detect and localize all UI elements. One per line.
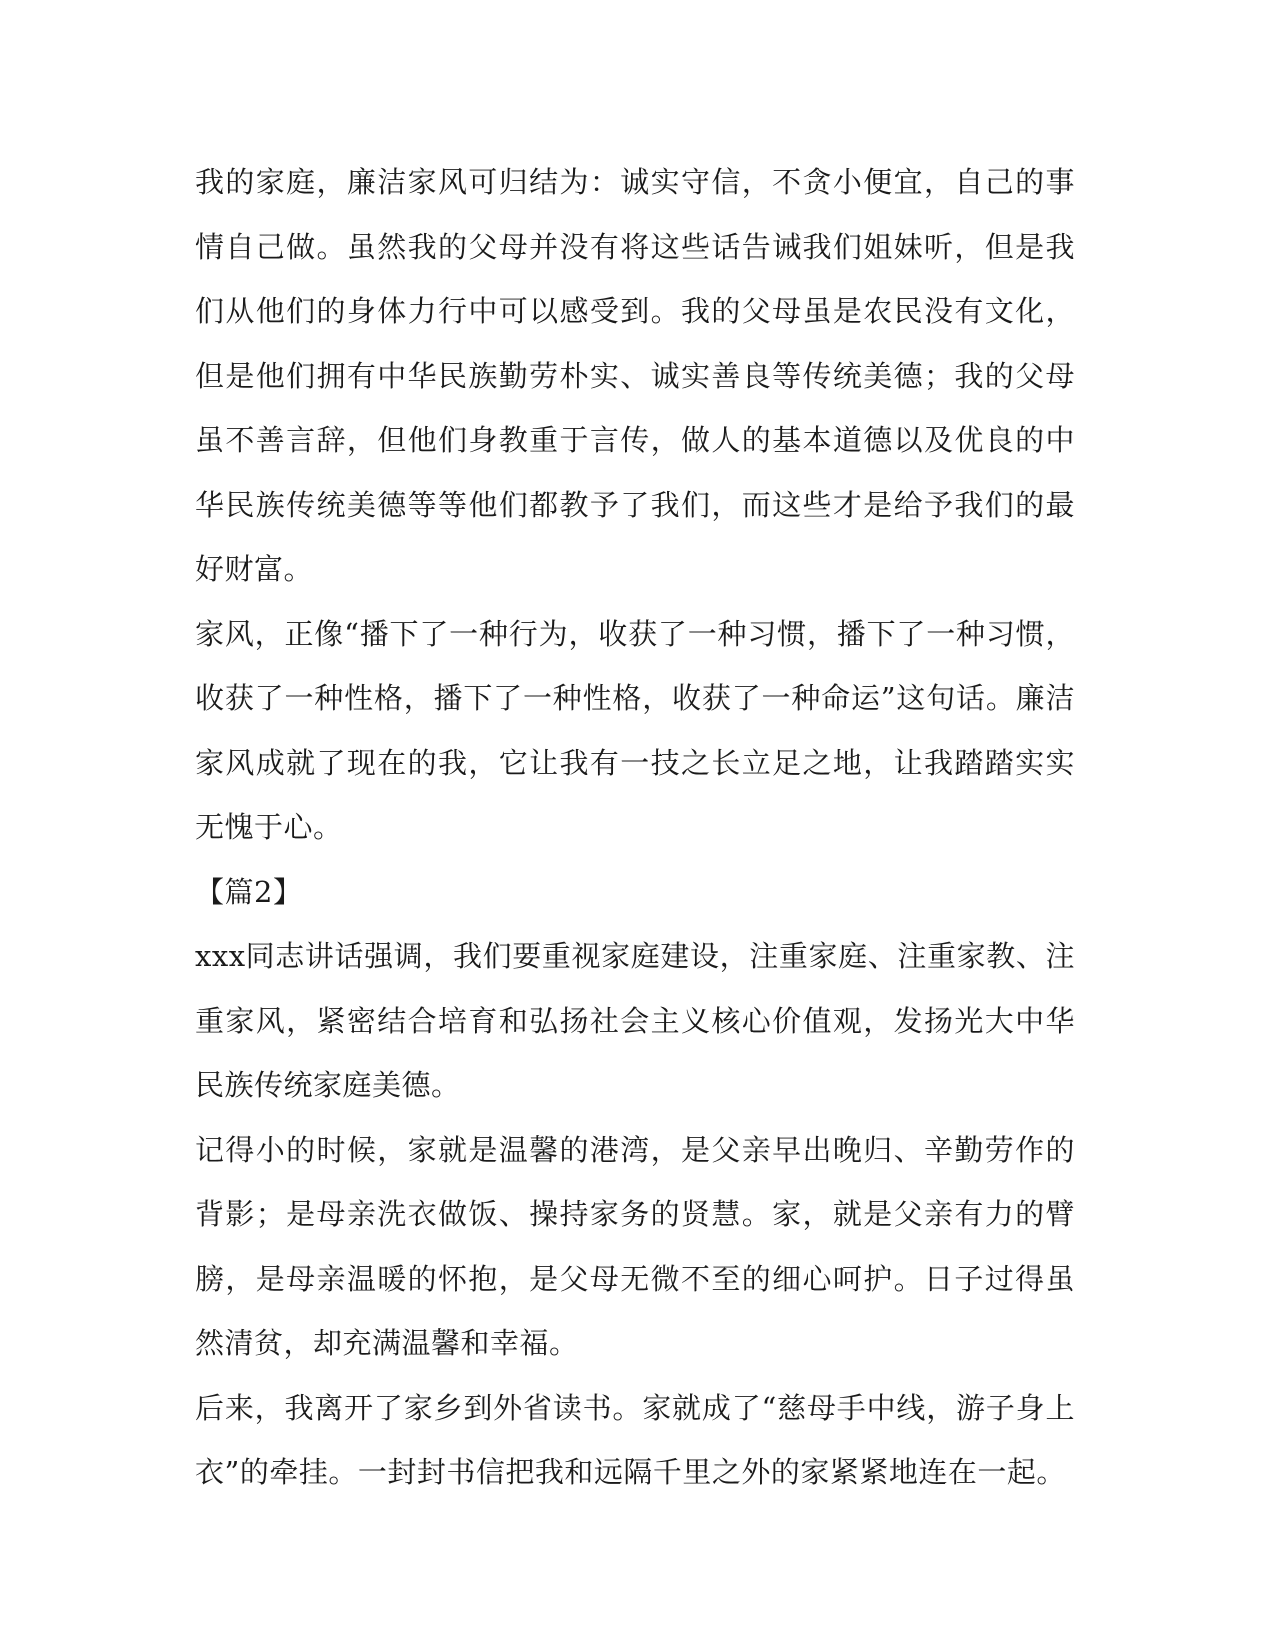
section-heading: 【篇2】: [195, 874, 303, 909]
document-body: [195, 150, 1075, 1505]
paragraph-family-style: 家风，正像“播下了一种行为，收获了一种习惯，播下了一种习惯，收获了一种性格，播下了一种性格，收获了一种命运”这句话。廉洁家风成就了现在的我，它让我有一技之长立足之地，让我踏踏实实无愧于心。: [195, 616, 1075, 844]
paragraph-childhood: 记得小的时候，家就是温馨的港湾，是父亲早出晚归、辛勤劳作的背影；是母亲洗衣做饭、操持家务的贤慧。家，就是父亲有力的臂膀，是母亲温暖的怀抱，是父母无微不至的细心呵护。日子过得虽然清贫，却充满温馨和幸福。: [195, 1132, 1075, 1360]
paragraph-speech: xxx同志讲话强调，我们要重视家庭建设，注重家庭、注重家教、注重家风，紧密结合培育和弘扬社会主义核心价值观，发扬光大中华民族传统家庭美德。: [195, 939, 1075, 1102]
paragraph-family-integrity: 我的家庭，廉洁家风可归结为：诚实守信，不贪小便宜，自己的事情自己做。虽然我的父母并没有将这些话告诫我们姐妹听，但是我们从他们的身体力行中可以感受到。我的父母虽是农民没有文化，但是他们拥有中华民族勤劳朴实、诚实善良等传统美德；我的父母虽不善言辞，但他们身教重于言传，做人的基本道德以及优良的中华民族传统美德等等他们都教予了我们，而这些才是给予我们的最好财富。: [195, 165, 1075, 586]
paragraph-studying-away: 后来，我离开了家乡到外省读书。家就成了“慈母手中线，游子身上衣”的牵挂。一封封书信把我和远隔千里之外的家紧紧地连在一起。: [195, 1390, 1075, 1489]
